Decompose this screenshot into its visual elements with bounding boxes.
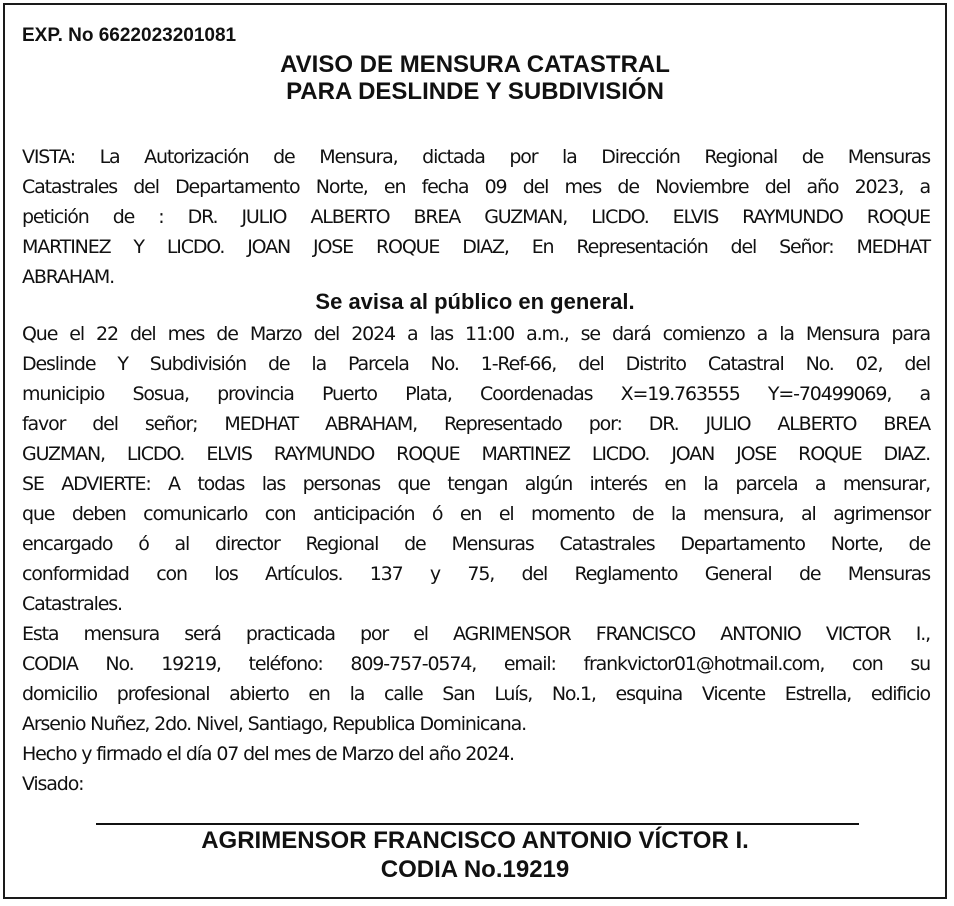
body-line: favor del señor; MEDHAT ABRAHAM, Representado por: DR. JULIO ALBERTO BREA	[22, 413, 930, 435]
body-line: encargado ó al director Regional de Mensuras Catastrales Departamento Norte, de	[22, 533, 930, 555]
body-line: conformidad con los Artículos. 137 y 75, del Reglamento General de Mensuras	[22, 563, 930, 585]
vista-paragraph	[22, 142, 930, 292]
vista-line: ABRAHAM.	[22, 266, 114, 288]
body-line: Deslinde Y Subdivisión de la Parcela No. 1-Ref-66, del Distrito Catastral No. 02, del	[22, 353, 930, 375]
vista-line: petición de : DR. JULIO ALBERTO BREA GUZMAN, LICDO. ELVIS RAYMUNDO ROQUE	[22, 206, 930, 228]
body-line: domicilio profesional abierto en la calle San Luís, No.1, esquina Vicente Estrella, edificio	[22, 683, 930, 705]
signature-codia: CODIA No.19219	[380, 856, 570, 883]
signature-name: AGRIMENSOR FRANCISCO ANTONIO VÍCTOR I.	[201, 827, 749, 854]
body-line: SE ADVIERTE: A todas las personas que tengan algún interés en la parcela a mensurar,	[22, 473, 930, 495]
title-line-2: PARA DESLINDE Y SUBDIVISIÓN	[286, 78, 664, 105]
signature-line	[96, 823, 859, 825]
vista-line: Catastrales del Departamento Norte, en fecha 09 del mes de Noviembre del año 2023, a	[22, 176, 930, 198]
notice-body	[22, 319, 930, 799]
vista-line: VISTA: La Autorización de Mensura, dictada por la Dirección Regional de Mensuras	[22, 146, 930, 168]
expediente-number: EXP. No 6622023201081	[22, 25, 237, 46]
vista-line: MARTINEZ Y LICDO. JOAN JOSE ROQUE DIAZ, En Representación del Señor: MEDHAT	[22, 236, 930, 258]
body-line: municipio Sosua, provincia Puerto Plata, Coordenadas X=19.763555 Y=-70499069, a	[22, 383, 930, 405]
body-line: Arsenio Nuñez, 2do. Nivel, Santiago, Republica Dominicana.	[22, 713, 526, 735]
notice-heading: Se avisa al público en general.	[315, 289, 635, 314]
body-line: Visado:	[22, 773, 84, 795]
body-line: Que el 22 del mes de Marzo del 2024 a las 11:00 a.m., se dará comienzo a la Mensura para	[22, 323, 930, 345]
body-line: que deben comunicarlo con anticipación ó en el momento de la mensura, al agrimensor	[22, 503, 930, 525]
body-line: Hecho y firmado el día 07 del mes de Marzo del año 2024.	[22, 743, 514, 765]
body-line: Catastrales.	[22, 593, 122, 615]
body-line: GUZMAN, LICDO. ELVIS RAYMUNDO ROQUE MARTINEZ LICDO. JOAN JOSE ROQUE DIAZ.	[22, 443, 930, 465]
notice-title	[5, 51, 945, 105]
body-line: Esta mensura será practicada por el AGRIMENSOR FRANCISCO ANTONIO VICTOR I.,	[22, 623, 930, 645]
signature-block	[5, 826, 945, 884]
body-line: CODIA No. 19219, teléfono: 809-757-0574, email: frankvictor01@hotmail.com, con su	[22, 653, 930, 675]
title-line-1: AVISO DE MENSURA CATASTRAL	[280, 51, 670, 78]
notice-frame	[3, 3, 947, 899]
